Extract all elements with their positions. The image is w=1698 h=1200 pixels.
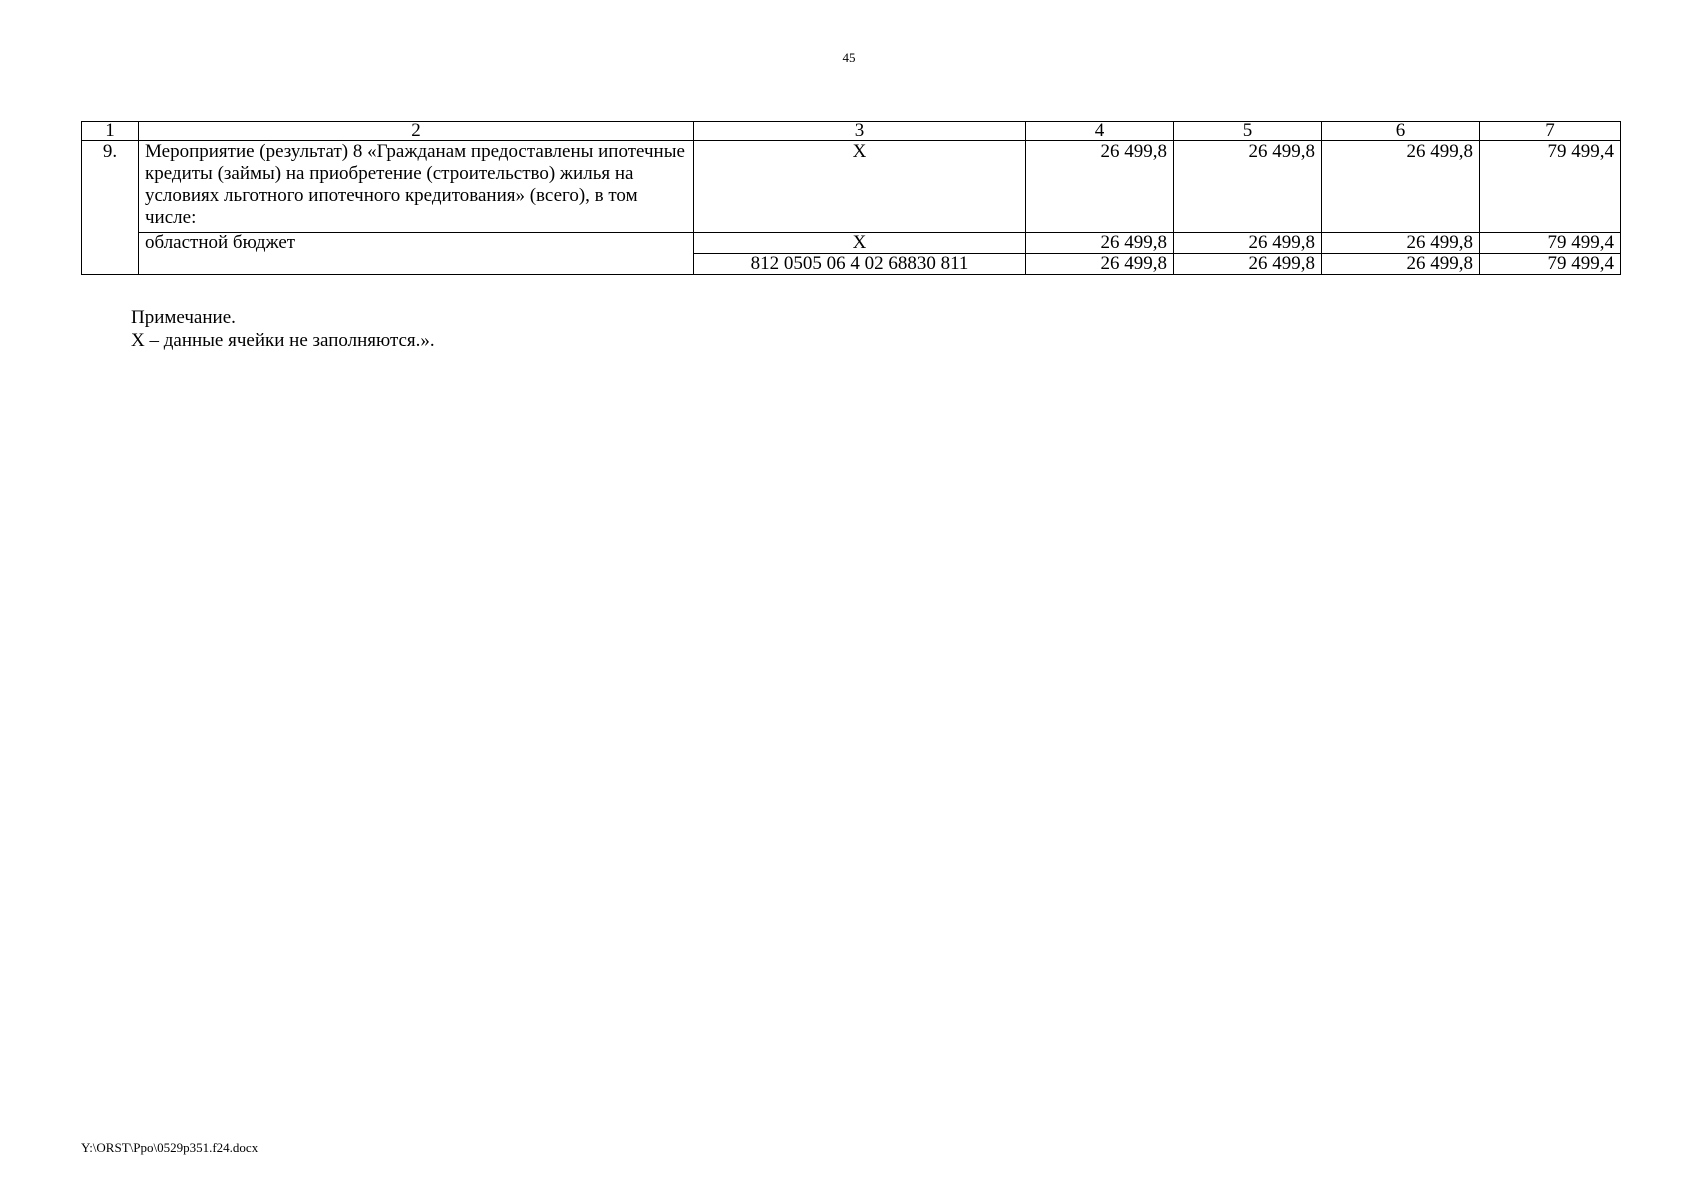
value-col-6: 26 499,8 <box>1322 141 1480 233</box>
value-col-5: 26 499,8 <box>1174 254 1322 275</box>
budget-code: Х <box>694 233 1026 254</box>
budget-code: Х <box>694 141 1026 233</box>
note-title: Примечание. <box>131 307 236 328</box>
value-col-6: 26 499,8 <box>1322 254 1480 275</box>
value-total: 79 499,4 <box>1480 141 1621 233</box>
footer-file-path: Y:\ORST\Ppo\0529p351.f24.docx <box>81 1140 259 1155</box>
table-header-row <box>82 122 1621 141</box>
value-total: 79 499,4 <box>1480 233 1621 254</box>
row-number: 9. <box>82 141 139 275</box>
value-total: 79 499,4 <box>1480 254 1621 275</box>
value-col-4: 26 499,8 <box>1026 233 1174 254</box>
column-header: 6 <box>1322 122 1480 141</box>
column-header: 1 <box>82 122 139 141</box>
column-header: 3 <box>694 122 1026 141</box>
table-row <box>82 141 1621 233</box>
table-row <box>82 233 1621 254</box>
row-description: областной бюджет <box>139 233 694 275</box>
column-header: 7 <box>1480 122 1621 141</box>
value-col-4: 26 499,8 <box>1026 254 1174 275</box>
value-col-4: 26 499,8 <box>1026 141 1174 233</box>
page-number: 45 <box>842 50 856 65</box>
column-header: 5 <box>1174 122 1322 141</box>
column-header: 2 <box>139 122 694 141</box>
column-header: 4 <box>1026 122 1174 141</box>
note-text: Х – данные ячейки не заполняются.». <box>131 330 435 351</box>
row-description: Мероприятие (результат) 8 «Гражданам предоставлены ипотечные кредиты (займы) на приобретение (строительство) жилья на условиях льготного ипотечного кредитования» (всего), в том числе: <box>139 141 694 233</box>
budget-code: 812 0505 06 4 02 68830 811 <box>694 254 1026 275</box>
note-block <box>131 306 435 352</box>
budget-table <box>81 121 1621 275</box>
value-col-6: 26 499,8 <box>1322 233 1480 254</box>
value-col-5: 26 499,8 <box>1174 233 1322 254</box>
value-col-5: 26 499,8 <box>1174 141 1322 233</box>
